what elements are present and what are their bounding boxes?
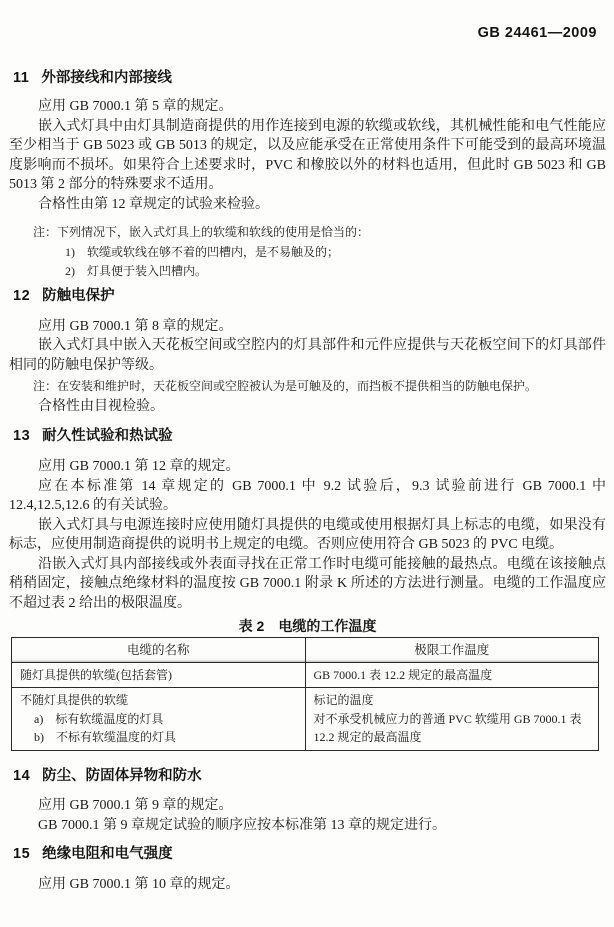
table-caption: 表 2 电缆的工作温度 xyxy=(238,618,377,634)
note-item: 2) 灯具便于装入凹槽内。 xyxy=(65,264,207,278)
section-title: 外部接线和内部接线 xyxy=(41,70,172,86)
section-heading-13 xyxy=(13,428,606,445)
table-header-row xyxy=(12,638,599,663)
paragraph: 嵌入式灯具中嵌入天花板空间或空腔内的灯具部件和元件应提供与天花板空间下的灯具部件相同的防触电保护等级。 xyxy=(9,338,606,373)
table-cell-limit-temp xyxy=(305,688,599,751)
section-title: 防尘、防固体异物和防水 xyxy=(42,768,202,784)
table-cell-limit-temp: GB 7000.1 表 12.2 规定的最高温度 xyxy=(305,663,599,688)
section-number: 14 xyxy=(13,768,31,784)
table-header-limit-temp: 极限工作温度 xyxy=(305,638,599,663)
table-row xyxy=(12,688,599,751)
section-heading-15 xyxy=(13,846,606,863)
table-cell-cable-name xyxy=(12,688,306,751)
table-cell-cable-name: 随灯具提供的软缆(包括套管) xyxy=(12,663,306,688)
paragraph: 应用 GB 7000.1 第 12 章的规定。 xyxy=(38,459,240,474)
section-title: 防触电保护 xyxy=(42,287,115,304)
paragraph: 应用 GB 7000.1 第 10 章的规定。 xyxy=(38,877,240,892)
paragraph: 嵌入式灯具与电源连接时应使用随灯具提供的电缆或使用根据灯具上标志的电缆，如果没有标志，应使用制造商提供的说明书上规定的电缆。否则应使用符合 GB 5023 的 PVC 电缆。 xyxy=(9,517,606,552)
section-number: 12 xyxy=(13,287,31,304)
cable-working-temperature-table xyxy=(11,637,599,751)
section-heading-12 xyxy=(13,288,606,305)
paragraph: 应用 GB 7000.1 第 8 章的规定。 xyxy=(38,318,233,334)
paragraph: 应在本标准第 14 章规定的 GB 7000.1 中 9.2 试验后，9.3 试验前进行 GB 7000.1 中 12.4,12.5,12.6 的有关试验。 xyxy=(9,478,606,513)
paragraph: GB 7000.1 第 9 章规定试验的顺序应按本标准第 13 章的规定进行。 xyxy=(38,817,446,833)
cell-line: 不随灯具提供的软缆 xyxy=(20,693,129,708)
paragraph: 合格性由第 12 章规定的试验来检验。 xyxy=(38,196,269,212)
cell-line: b) 不标有软缆温度的灯具 xyxy=(34,730,176,745)
section-number: 11 xyxy=(13,70,30,86)
paragraph: 应用 GB 7000.1 第 5 章的规定。 xyxy=(38,99,233,114)
paragraph: 合格性由目视检验。 xyxy=(38,398,164,414)
cell-line: 对不承受机械应力的普通 PVC 软缆用 GB 7000.1 表 12.2 规定的最高温度 xyxy=(313,711,582,745)
section-title: 绝缘电阻和电气强度 xyxy=(42,846,173,862)
standard-number-header: GB 24461—2009 xyxy=(477,25,597,41)
paragraph: 沿嵌入式灯具内部接线或外表面寻找在正常工作时电缆可能接触的最热点。电缆在该接触点稍稍固定，接触点绝缘材料的温度按 GB 7000.1 附录 K 所述的方法进行测量。电缆的工作温度应不超过表 2 给出的极限温度。 xyxy=(9,556,606,611)
paragraph: 嵌入式灯具中由灯具制造商提供的用作连接到电源的软缆或软线，其机械性能和电气性能应至少相当于 GB 5023 或 GB 5013 的规定，以及应能承受在正常使用条件下可能受到的最高环境温度影响而不损坏。如果符合上述要求时，PVC 和橡胶以外的材料也适用，但此时 GB 5023 和 GB 5013 第 2 部分的特殊要求不适用。 xyxy=(9,118,606,192)
section-title: 耐久性试验和热试验 xyxy=(42,428,173,444)
note: 注：下列情况下，嵌入式灯具上的软缆和软线的使用是恰当的： xyxy=(33,225,370,239)
table-header-cable-name: 电缆的名称 xyxy=(12,638,306,663)
cell-line: a) 标有软缆温度的灯具 xyxy=(34,711,164,726)
section-number: 13 xyxy=(13,428,31,444)
section-number: 15 xyxy=(13,846,31,862)
paragraph: 应用 GB 7000.1 第 9 章的规定。 xyxy=(38,798,233,813)
note-item: 1) 软缆或软线在够不着的凹槽内，是不易触及的； xyxy=(65,244,339,259)
note: 注：在安装和维护时，天花板空间或空腔被认为是可触及的，而挡板不提供相当的防触电保护。 xyxy=(33,379,538,393)
cell-line: 标记的温度 xyxy=(313,693,374,708)
table-row xyxy=(12,663,599,688)
section-heading-14 xyxy=(13,768,606,785)
section-heading-11 xyxy=(13,70,606,87)
